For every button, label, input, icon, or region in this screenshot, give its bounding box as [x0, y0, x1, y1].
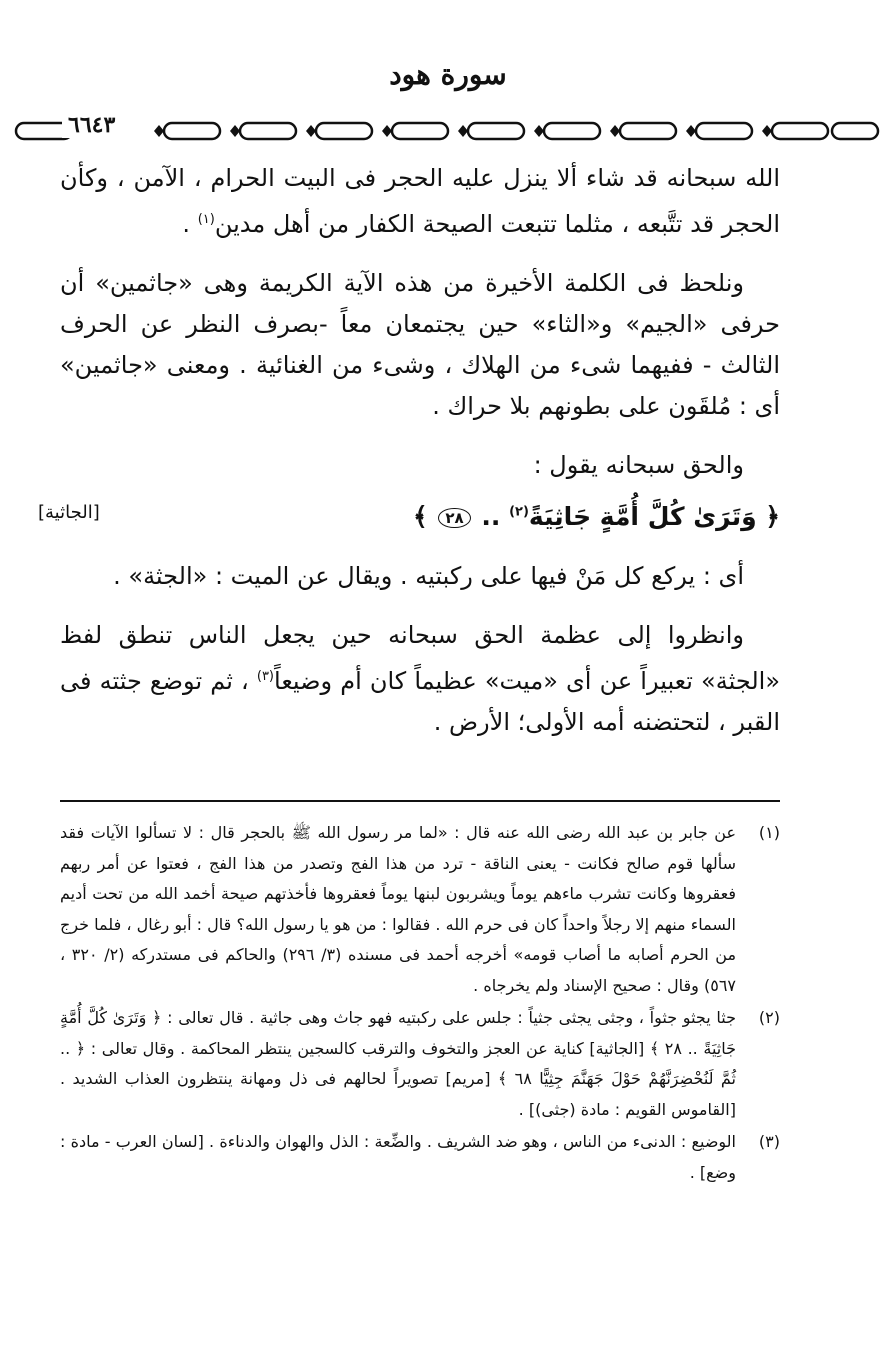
paragraph-3: والحق سبحانه يقول : — [533, 451, 744, 479]
footnote-number: (٣) — [758, 1132, 780, 1151]
footnote-3 — [60, 1127, 780, 1188]
paragraph-5-end: ، ثم توضع جثته فى القبر ، لتحتضنه أمه الأولى؛ الأرض . — [60, 667, 780, 737]
header-ornament-border — [14, 118, 882, 144]
paragraph-2: ونلحظ فى الكلمة الأخيرة من هذه الآية الكريمة وهى «جاثمين» أن حرفى «الجيم» و«الثاء» حين يجتمعان معاً -بصرف النظر عن الحرف الثالث - ففيهما شىء من الهلاك ، وشىء من الغنائية . ومعنى «جاثمين» أى : مُلقَون على بطونهم بلا حراك . — [60, 269, 780, 420]
paragraph-5 — [60, 615, 780, 743]
ayah-number-badge: ٢٨ — [438, 508, 470, 528]
footnote-ref-3: (٣) — [256, 669, 274, 685]
footnote-number: (١) — [758, 823, 780, 842]
quran-verse-line — [38, 492, 780, 538]
surah-title: سورة هود — [389, 58, 507, 91]
footnote-text: الوضيع : الدنىء من الناس ، وهو ضد الشريف . والضِّعة : الذل والهوان والدناءة . [لسان العرب - مادة : وضع] . — [60, 1132, 736, 1182]
page-number: ٦٦٤٣ — [62, 112, 121, 138]
paragraph-1-text: الله سبحانه قد شاء ألا ينزل عليه الحجر فى البيت الحرام ، الآمن ، وكأن الحجر قد تتَّبعه ، مثلما تتبعت الصيحة الكفار من أهل مدين — [60, 164, 780, 238]
footnotes — [60, 818, 780, 1190]
main-text — [38, 158, 781, 761]
footnote-1 — [60, 818, 780, 1001]
footnote-ref-1: (١) — [197, 212, 215, 227]
footnote-text: عن جابر بن عبد الله رضى الله عنه قال : «لما مر رسول الله ﷺ بالحجر قال : لا تسألوا الآيات فقد سألها قوم صالح فكانت - يعنى الناقة - ترد من هذا الفج وتصدر من هذا الفج ، فعتوا عن أمر ربهم فعقروها وكانت تشرب ماءهم يوماً ويشربون لبنها يوماً فعقروها فأخذتهم صيحة أخمد الله من تحت أديم السماء منهم إلا رجلاً واحداً كان فى حرم الله . فقالوا : من هو يا رسول الله؟ قال : أبو رغال ، فلما خرج من الحرم أصابه ما أصاب قومه» أخرجه أحمد فى مسنده (٣/ ٢٩٦) والحاكم فى مستدركه (٢/ ٣٢٠ ، ٥٦٧) وقال : صحيح الإسناد ولم يخرجاه . — [60, 823, 737, 995]
footnote-ref-2: (٢) — [509, 505, 529, 520]
paragraph-1-end: . — [182, 210, 198, 238]
quran-verse: ﴿ وَتَرَىٰ كُلَّ أُمَّةٍ جَاثِيَةً$^{(٢)}$ .. ٢٨ ﴾ — [413, 502, 780, 532]
footnote-text: جثا يجثو جثواً ، وجثى يجثى جثياً : جلس على ركبتيه فهو جاث وهى جاثية . قال تعالى : ﴿ وَتَرَىٰ كُلَّ أُمَّةٍ جَاثِيَةً .. ٢٨ ﴾ [الجاثية] كناية عن العجز والتخوف والترقب كالسجين ينتظر المحاكمة . وقال تعالى : ﴿ .. ثُمَّ لَنُحْضِرَنَّهُمْ حَوْلَ جَهَنَّمَ جِثِيًّا ٦٨ ﴾ [مريم] تصويراً لحالهم فى ذل ومهانة ينتظرون العذاب الشديد . [القاموس القويم : مادة (جثى)] . — [60, 1008, 737, 1119]
footnote-number: (٢) — [758, 1008, 780, 1027]
surah-reference: [الجاثية] — [38, 502, 100, 523]
paragraph-1 — [60, 158, 780, 245]
paragraph-5-text: وانظروا إلى عظمة الحق سبحانه حين يجعل الناس تنطق لفظ «الجثة» تعبيراً عن أى «ميت» عظيماً كان أم وضيعاً — [60, 621, 781, 696]
paragraph-4: أى : يركع كل مَنْ فيها على ركبتيه . ويقال عن الميت : «الجثة» . — [113, 562, 744, 591]
footnote-2 — [60, 1003, 780, 1125]
footnote-divider — [60, 800, 780, 802]
